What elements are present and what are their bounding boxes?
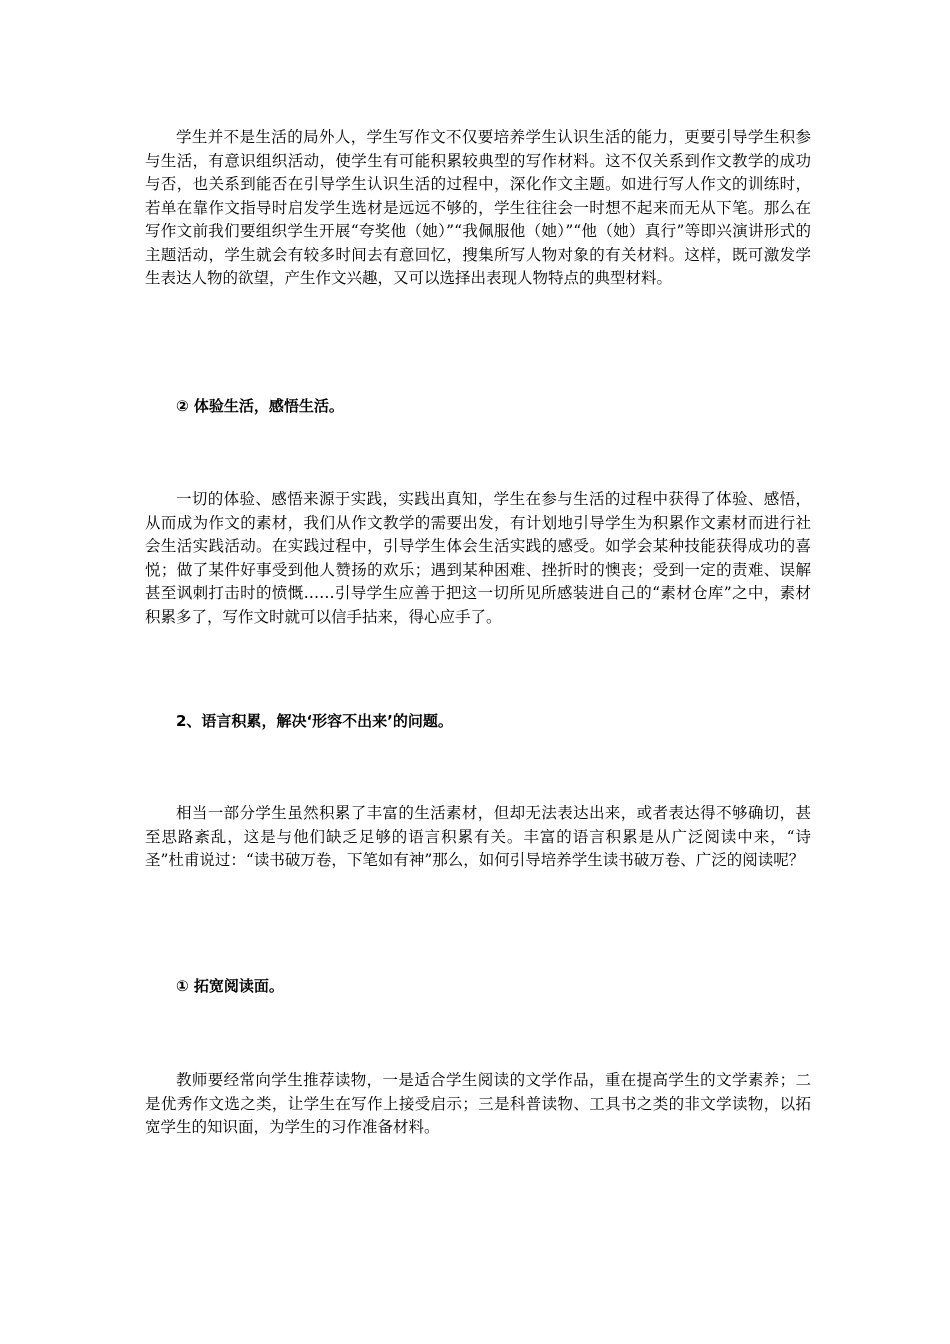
section-heading-2: 2、语言积累，解决‘形容不出来’的问题。 bbox=[176, 712, 453, 730]
body-paragraph-3: 相当一部分学生虽然积累了丰富的生活素材，但却无法表达出来，或者表达得不够确切，甚至思路紊乱，这是与他们缺乏足够的语言积累有关。丰富的语言积累是从广泛阅读中来，“诗圣”杜甫说过：“读书破万卷，下笔如有神”那么，如何引导培养学生读书破万卷、广泛的阅读呢？ bbox=[145, 804, 811, 869]
document-page bbox=[145, 0, 811, 1344]
body-paragraph-1: 学生并不是生活的局外人，学生写作文不仅要培养学生认识生活的能力，更要引导学生积参与生活，有意识组织活动，使学生有可能积累较典型的写作材料。这不仅关系到作文教学的成功与否，也关系到能否在引导学生认识生活的过程中，深化作文主题。如进行写人作文的训练时，若单在靠作文指导时启发学生选材是远远不够的，学生往往会一时想不起来而无从下笔。那么在写作文前我们要组织学生开展“夸奖他（她）”“我佩服他（她）”“他（她）真行”等即兴演讲形式的主题活动，学生就会有较多时间去有意回忆，搜集所写人物对象的有关材料。这样，既可激发学生表达人物的欲望，产生作文兴趣，又可以选择出表现人物特点的典型材料。 bbox=[145, 128, 811, 287]
section-heading-3: ① 拓宽阅读面。 bbox=[176, 977, 284, 995]
body-paragraph-2: 一切的体验、感悟来源于实践，实践出真知，学生在参与生活的过程中获得了体验、感悟，从而成为作文的素材，我们从作文教学的需要出发，有计划地引导学生为积累作文素材而进行社会生活实践活动。在实践过程中，引导学生体会生活实践的感受。如学会某种技能获得成功的喜悦；做了某件好事受到他人赞扬的欢乐；遇到某种困难、挫折时的懊丧；受到一定的责难、误解甚至讽刺打击时的愤慨……引导学生应善于把这一切所见所感装进自己的“素材仓库”之中，素材积累多了，写作文时就可以信手拈来，得心应手了。 bbox=[145, 490, 811, 626]
body-paragraph-4: 教师要经常向学生推荐读物，一是适合学生阅读的文学作品，重在提高学生的文学素养；二是优秀作文选之类，让学生在写作上接受启示；三是科普读物、工具书之类的非文学读物，以拓宽学生的知识面，为学生的习作准备材料。 bbox=[145, 1071, 811, 1136]
section-heading-1: ② 体验生活，感悟生活。 bbox=[176, 397, 344, 415]
